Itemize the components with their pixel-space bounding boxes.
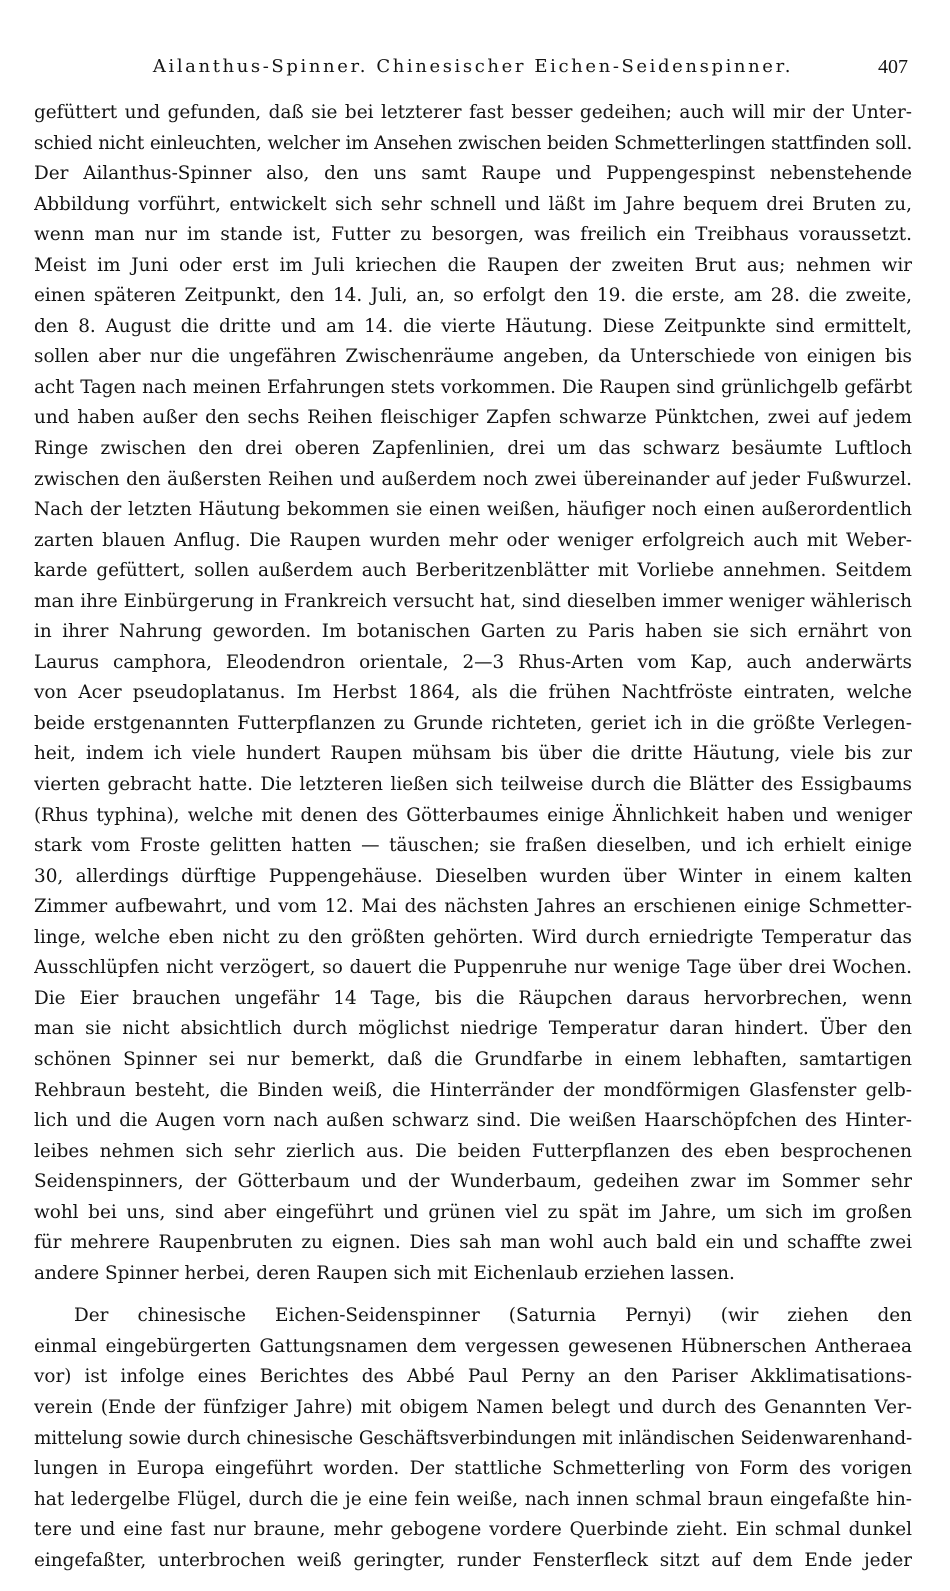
text-line: lich und die Augen vorn nach außen schwarz sind. Die weißen Haarschöpfchen des Hinter- <box>34 1110 912 1132</box>
text-line: man ihre Einbürgerung in Frankreich versucht hat, sind dieselben immer weniger wählerisch <box>34 590 912 612</box>
text-line: verein (Ende der fünfziger Jahre) mit obigem Namen belegt und durch des Genannten Ver- <box>34 1396 912 1418</box>
text-line: eingefaßter, unterbrochen weiß geringter, runder Fensterfleck sitzt auf dem Ende jeder <box>34 1549 912 1571</box>
text-line: Nach der letzten Häutung bekommen sie einen weißen, häufiger noch einen außerordentlich <box>34 499 912 521</box>
text-line: mittelung sowie durch chinesische Geschäftsverbindungen mit inländischen Seidenwarenhand- <box>34 1427 912 1449</box>
text-line: Laurus camphora, Eleodendron orientale, 2—3 Rhus-Arten vom Kap, auch anderwärts <box>34 651 912 673</box>
text-line: vierten gebracht hatte. Die letzteren ließen sich teilweise durch die Blätter des Essigbaums <box>34 774 912 796</box>
text-line: Zimmer aufbewahrt, und vom 12. Mai des nächsten Jahres an erschienen einige Schmetter- <box>34 896 912 918</box>
text-line: lungen in Europa eingeführt worden. Der stattliche Schmetterling von Form des vorigen <box>34 1458 912 1480</box>
text-line: Die Eier brauchen ungefähr 14 Tage, bis die Räupchen daraus hervorbrechen, wenn <box>34 987 912 1009</box>
text-line: einen späteren Zeitpunkt, den 14. Juli, an, so erfolgt den 19. die erste, am 28. die zweite, <box>34 285 912 307</box>
text-line: wenn man nur im stande ist, Futter zu besorgen, was freilich ein Treibhaus voraussetzt. <box>34 224 912 246</box>
text-line: zwischen den äußersten Reihen und außerdem noch zwei übereinander auf jeder Fußwurzel. <box>34 468 912 490</box>
text-line: Abbildung vorführt, entwickelt sich sehr schnell und läßt im Jahre bequem drei Bruten zu, <box>34 193 912 215</box>
text-line: karde gefüttert, sollen außerdem auch Berberitzenblätter mit Vorliebe annehmen. Seitdem <box>34 560 912 582</box>
text-line: Ausschlüpfen nicht verzögert, so dauert die Puppenruhe nur wenige Tage über drei Wochen. <box>34 957 912 979</box>
text-line: Ringe zwischen den drei oberen Zapfenlinien, drei um das schwarz besäumte Luftloch <box>34 438 912 460</box>
running-head: Ailanthus-Spinner. Chinesischer Eichen-Seidenspinner. <box>152 56 794 77</box>
text-line: den 8. August die dritte und am 14. die vierte Häutung. Diese Zeitpunkte sind ermittelt, <box>34 315 912 337</box>
text-line: gefüttert und gefunden, daß sie bei letzterer fast besser gedeihen; auch will mir der Unter- <box>34 102 912 123</box>
text-line: man sie nicht absichtlich durch möglichst niedrige Temperatur daran hindert. Über den <box>34 1018 912 1040</box>
text-line: sollen aber nur die ungefähren Zwischenräume angeben, da Unterschiede von einigen bis <box>34 346 912 368</box>
text-line: zarten blauen Anflug. Die Raupen wurden mehr oder weniger erfolgreich auch mit Weber- <box>34 529 912 551</box>
text-line: Der Ailanthus-Spinner also, den uns samt Raupe und Puppengespinst nebenstehende <box>34 163 912 185</box>
page-number: 407 <box>878 56 908 78</box>
text-line: andere Spinner herbei, deren Raupen sich mit Eichenlaub erziehen lassen. <box>34 1262 735 1284</box>
text-line: in ihrer Nahrung geworden. Im botanischen Garten zu Paris haben sie sich ernährt von <box>34 621 912 643</box>
text-line: acht Tagen nach meinen Erfahrungen stets vorkommen. Die Raupen sind grünlichgelb gefärbt <box>34 376 912 398</box>
page-header <box>34 56 912 88</box>
text-line: beide erstgenannten Futterpflanzen zu Grunde richteten, geriet ich in die größte Verlegen- <box>34 712 912 734</box>
text-line: (Rhus typhina), welche mit denen des Götterbaumes einige Ähnlichkeit haben und weniger <box>34 804 912 826</box>
text-line: leibes nehmen sich sehr zierlich aus. Die beiden Futterpflanzen des eben besprochenen <box>34 1140 912 1162</box>
text-line: wohl bei uns, sind aber eingeführt und grünen viel zu spät im Jahre, um sich im großen <box>34 1201 912 1223</box>
text-line: linge, welche eben nicht zu den größten gehörten. Wird durch erniedrigte Temperatur das <box>34 926 912 948</box>
text-line: Meist im Juni oder erst im Juli kriechen die Raupen der zweiten Brut aus; nehmen wir <box>34 254 912 276</box>
text-line: hat ledergelbe Flügel, durch die je eine fein weiße, nach innen schmal braun eingefaßte hin- <box>34 1488 912 1510</box>
text-line: heit, indem ich viele hundert Raupen mühsam bis über die dritte Häutung, viele bis zur <box>34 743 912 765</box>
text-line: einmal eingebürgerten Gattungsnamen dem vergessen gewesenen Hübnerschen Antheraea <box>34 1335 912 1357</box>
text-line: und haben außer den sechs Reihen fleischiger Zapfen schwarze Pünktchen, zwei auf jedem <box>34 407 912 429</box>
text-line: tere und eine fast nur braune, mehr gebogene vordere Querbinde zieht. Ein schmal dunkel <box>34 1519 912 1541</box>
text-line: Rehbraun besteht, die Binden weiß, die Hinterränder der mondförmigen Glasfenster gelb- <box>34 1079 912 1101</box>
paragraph-eichen-seidenspinner <box>34 1301 912 1576</box>
text-line: stark vom Froste gelitten hatten — täuschen; sie fraßen dieselben, und ich erhielt einige <box>34 835 912 857</box>
text-line: 30, allerdings dürftige Puppengehäuse. Dieselben wurden über Winter in einem kalten <box>34 865 912 887</box>
paragraph-ailanthus-spinner <box>34 98 912 1289</box>
text-line: Seidenspinners, der Götterbaum und der Wunderbaum, gedeihen zwar im Sommer sehr <box>34 1171 912 1193</box>
text-line: vor) ist infolge eines Berichtes des Abbé Paul Perny an den Pariser Akklimatisations- <box>34 1366 912 1388</box>
text-line: Der chinesische Eichen-Seidenspinner (Saturnia Pernyi) (wir ziehen den <box>74 1305 912 1327</box>
text-line: von Acer pseudoplatanus. Im Herbst 1864, als die frühen Nachtfröste eintraten, welche <box>34 682 912 704</box>
text-line: schönen Spinner sei nur bemerkt, daß die Grundfarbe in einem lebhaften, samtartigen <box>34 1048 912 1070</box>
text-line: für mehrere Raupenbruten zu eignen. Dies sah man wohl auch bald ein und schaffte zwei <box>34 1232 912 1254</box>
text-line: schied nicht einleuchten, welcher im Ansehen zwischen beiden Schmetterlingen stattfinden soll. <box>34 132 912 154</box>
